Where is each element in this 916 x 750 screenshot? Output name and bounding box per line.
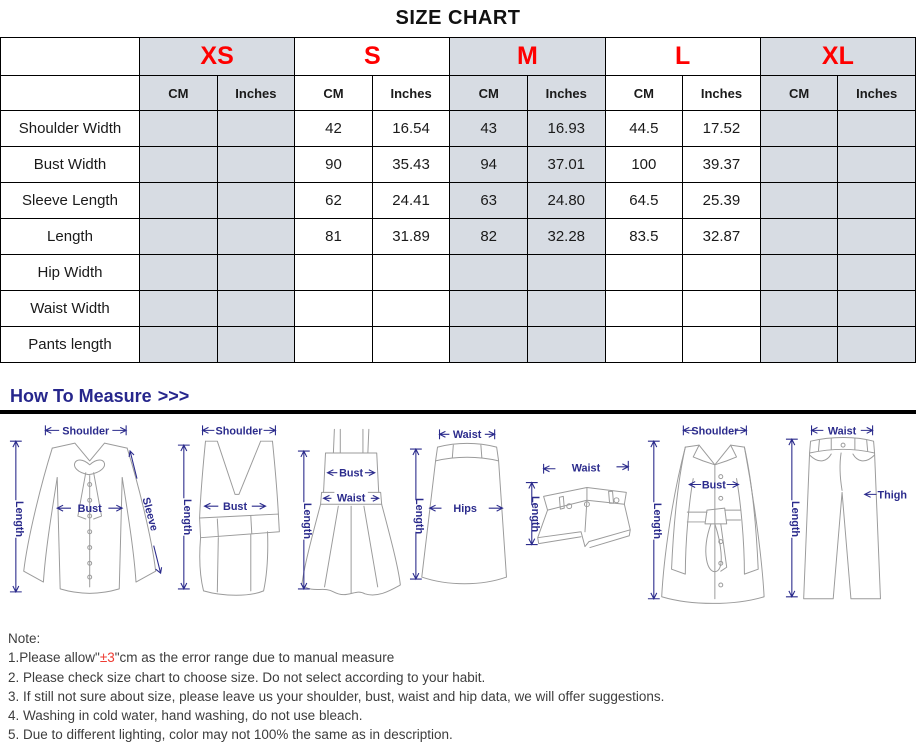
- chevrons-icon: >>>: [157, 385, 190, 406]
- value-cell: [140, 255, 218, 291]
- value-cell: 83.5: [605, 219, 683, 255]
- value-cell: [760, 183, 838, 219]
- table-row-waist-width: [1, 291, 916, 327]
- table-row-sleeve-length: [1, 183, 916, 219]
- tank-length-label: Length: [181, 498, 194, 536]
- value-cell: [295, 327, 373, 363]
- value-cell: 42: [295, 111, 373, 147]
- value-cell: 17.52: [683, 111, 761, 147]
- unit-header-cm: CM: [760, 76, 838, 111]
- table-row-pants-length: [1, 327, 916, 363]
- row-label: Waist Width: [1, 291, 140, 327]
- value-cell: [838, 219, 916, 255]
- unit-header-inches: Inches: [217, 76, 295, 111]
- value-cell: 24.80: [527, 183, 605, 219]
- note-line-1-prefix: 1.Please allow": [8, 650, 100, 666]
- blouse-shoulder-label: Shoulder: [62, 425, 110, 438]
- note-line-3: 3. If still not sure about size, please leave us your shoulder, bust, waist and hip data, we will offer suggestions.: [8, 688, 665, 704]
- pants-thigh-label: Thigh: [877, 489, 908, 502]
- value-cell: [605, 255, 683, 291]
- blouse-sleeve-label: Sleeve: [139, 496, 160, 533]
- row-label: Hip Width: [1, 255, 140, 291]
- note-line-4: 4. Washing in cold water, hand washing, do not use bleach.: [8, 708, 363, 724]
- tank-shoulder-label: Shoulder: [215, 425, 263, 438]
- value-cell: [605, 327, 683, 363]
- value-cell: [140, 183, 218, 219]
- value-cell: [140, 291, 218, 327]
- value-cell: [760, 111, 838, 147]
- value-cell: 90: [295, 147, 373, 183]
- unit-header-cm: CM: [605, 76, 683, 111]
- value-cell: [217, 183, 295, 219]
- notes-section: [0, 620, 916, 745]
- dress-figure: [294, 420, 408, 616]
- size-header-xl: XL: [760, 38, 915, 76]
- value-cell: [760, 147, 838, 183]
- shorts-waist-label: Waist: [571, 462, 601, 475]
- unit-header-inches: Inches: [372, 76, 450, 111]
- value-cell: 24.41: [372, 183, 450, 219]
- coat-figure: [642, 420, 782, 616]
- value-cell: [838, 291, 916, 327]
- value-cell: 32.28: [527, 219, 605, 255]
- value-cell: [760, 327, 838, 363]
- value-cell: 82: [450, 219, 528, 255]
- value-cell: [527, 327, 605, 363]
- value-cell: [140, 219, 218, 255]
- value-cell: [372, 327, 450, 363]
- value-cell: [450, 327, 528, 363]
- size-header-m: M: [450, 38, 605, 76]
- value-cell: 37.01: [527, 147, 605, 183]
- pants-figure: [782, 420, 910, 616]
- value-cell: [760, 219, 838, 255]
- section-divider: [0, 410, 916, 414]
- value-cell: [450, 291, 528, 327]
- value-cell: [527, 291, 605, 327]
- note-line-1-highlight: ±3: [99, 650, 115, 666]
- size-header-s: S: [295, 38, 450, 76]
- value-cell: 39.37: [683, 147, 761, 183]
- value-cell: 81: [295, 219, 373, 255]
- dress-bust-label: Bust: [338, 467, 363, 480]
- value-cell: [140, 327, 218, 363]
- value-cell: 16.93: [527, 111, 605, 147]
- value-cell: [838, 255, 916, 291]
- unit-header-cm: CM: [140, 76, 218, 111]
- notes-heading: Note:: [8, 631, 41, 646]
- value-cell: 64.5: [605, 183, 683, 219]
- coat-length-label: Length: [650, 502, 663, 540]
- value-cell: [295, 255, 373, 291]
- value-cell: [217, 219, 295, 255]
- blouse-bust-label: Bust: [77, 503, 102, 516]
- value-cell: 16.54: [372, 111, 450, 147]
- value-cell: 32.87: [683, 219, 761, 255]
- dress-waist-label: Waist: [336, 492, 365, 505]
- size-header-row: [1, 38, 916, 76]
- corner-cell: [1, 76, 140, 111]
- unit-header-cm: CM: [450, 76, 528, 111]
- note-line-5: 5. Due to different lighting, color may not 100% the same as in description.: [8, 727, 453, 743]
- pants-length-label: Length: [788, 500, 801, 538]
- note-line-1: [8, 648, 908, 667]
- size-chart-table: [0, 37, 916, 363]
- shorts-figure: [518, 420, 642, 616]
- coat-shoulder-label: Shoulder: [691, 425, 739, 438]
- value-cell: [527, 255, 605, 291]
- value-cell: [217, 147, 295, 183]
- dress-length-label: Length: [300, 502, 313, 540]
- unit-header-inches: Inches: [527, 76, 605, 111]
- row-label: Bust Width: [1, 147, 140, 183]
- value-cell: [450, 255, 528, 291]
- value-cell: [372, 291, 450, 327]
- value-cell: 94: [450, 147, 528, 183]
- skirt-hips-label: Hips: [453, 503, 477, 516]
- value-cell: [683, 255, 761, 291]
- how-to-measure-heading: [0, 385, 916, 407]
- tank-bust-label: Bust: [223, 501, 248, 514]
- shorts-length-label: Length: [528, 496, 541, 533]
- value-cell: [217, 255, 295, 291]
- how-to-measure-label: How To Measure: [10, 385, 152, 406]
- row-label: Sleeve Length: [1, 183, 140, 219]
- row-label: Shoulder Width: [1, 111, 140, 147]
- note-line-2: 2. Please check size chart to choose size. Do not select according to your habit.: [8, 669, 486, 685]
- size-header-xs: XS: [140, 38, 295, 76]
- tank-top-figure: [173, 420, 293, 616]
- skirt-figure: [408, 420, 518, 616]
- value-cell: [295, 291, 373, 327]
- value-cell: [760, 255, 838, 291]
- value-cell: [683, 291, 761, 327]
- value-cell: [838, 183, 916, 219]
- value-cell: [217, 327, 295, 363]
- skirt-length-label: Length: [412, 497, 425, 535]
- value-cell: [838, 147, 916, 183]
- unit-header-inches: Inches: [683, 76, 761, 111]
- value-cell: [217, 111, 295, 147]
- value-cell: [217, 291, 295, 327]
- row-label: Pants length: [1, 327, 140, 363]
- value-cell: [838, 327, 916, 363]
- unit-header-row: [1, 76, 916, 111]
- skirt-waist-label: Waist: [452, 429, 482, 442]
- value-cell: 31.89: [372, 219, 450, 255]
- pants-waist-label: Waist: [827, 425, 857, 438]
- value-cell: 62: [295, 183, 373, 219]
- value-cell: 63: [450, 183, 528, 219]
- value-cell: [140, 147, 218, 183]
- size-header-l: L: [605, 38, 760, 76]
- row-label: Length: [1, 219, 140, 255]
- blouse-figure: [6, 420, 173, 616]
- page-title: SIZE CHART: [395, 7, 521, 29]
- table-row-hip-width: [1, 255, 916, 291]
- unit-header-cm: CM: [295, 76, 373, 111]
- value-cell: [605, 291, 683, 327]
- value-cell: 100: [605, 147, 683, 183]
- table-row-length: [1, 219, 916, 255]
- value-cell: [838, 111, 916, 147]
- value-cell: 35.43: [372, 147, 450, 183]
- value-cell: 44.5: [605, 111, 683, 147]
- blouse-length-label: Length: [12, 500, 25, 538]
- value-cell: [140, 111, 218, 147]
- value-cell: 25.39: [683, 183, 761, 219]
- unit-header-inches: Inches: [838, 76, 916, 111]
- table-row-shoulder-width: [1, 111, 916, 147]
- value-cell: [760, 291, 838, 327]
- value-cell: [683, 327, 761, 363]
- note-line-1-suffix: "cm as the error range due to manual measure: [114, 650, 395, 666]
- coat-bust-label: Bust: [702, 479, 727, 492]
- table-row-bust-width: [1, 147, 916, 183]
- value-cell: [372, 255, 450, 291]
- value-cell: 43: [450, 111, 528, 147]
- measure-figures: [0, 420, 916, 620]
- corner-cell: [1, 38, 140, 76]
